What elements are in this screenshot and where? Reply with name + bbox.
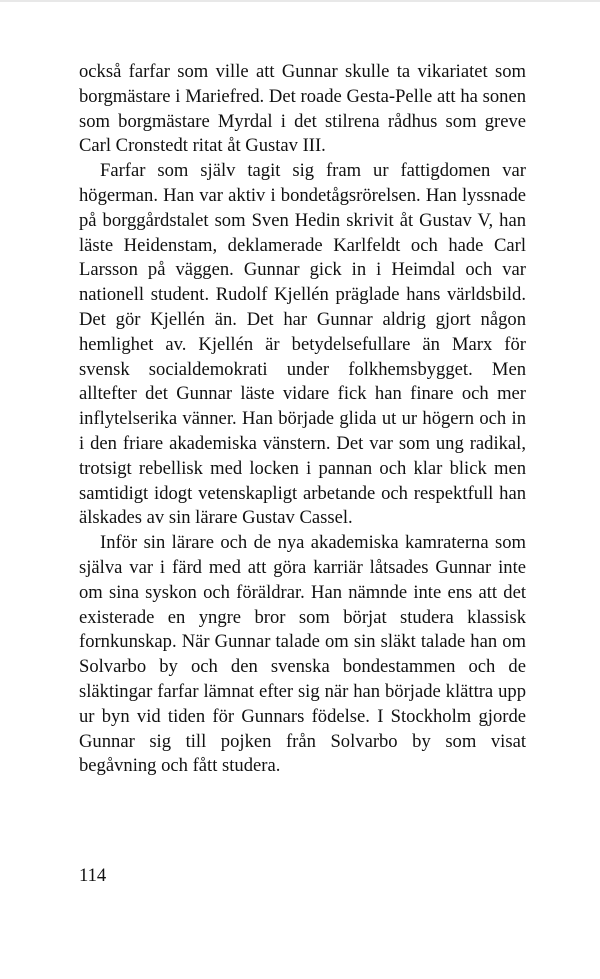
- page-number: 114: [79, 865, 107, 886]
- top-edge-rule: [0, 0, 600, 2]
- body-text: [79, 60, 526, 779]
- paragraph-2: Farfar som själv tagit sig fram ur fattigdomen var högerman. Han var aktiv i bondetågsrörelsen. Han lyssnade på borggårdstalet som Sven Hedin skrivit åt Gustav V, han läste Heidenstam, deklamerade Karlfeldt och hade Carl Larsson på väggen. Gunnar gick in i Heimdal och var nationell student. Rudolf Kjellén präglade hans världsbild. Det gör Kjellén än. Det har Gunnar aldrig gjort någon hemlighet av. Kjellén är betydelsefullare än Marx för svensk socialdemokrati under folkhemsbygget. Men alltefter det Gunnar läste vidare fick han finare och mer inflytelserika vänner. Han började glida ut ur högern och in i den friare akademiska vänstern. Det var som ung radikal, trotsigt rebellisk med locken i pannan och klar blick men samtidigt idogt vetenskapligt arbetande och respektfull han älskades av sin lärare Gustav Cassel.: [79, 160, 526, 529]
- paragraph-1: också farfar som ville att Gunnar skulle ta vikariatet som borgmästare i Mariefred. Det roade Gesta-Pelle att ha sonen som borgmästare Myrdal i det stilrena rådhus som greve Carl Cronstedt ritat åt Gustav III.: [79, 61, 526, 157]
- paragraph-3: Inför sin lärare och de nya akademiska kamraterna som själva var i färd med att göra karriär låtsades Gunnar inte om sina syskon och föräldrar. Han nämnde inte ens att det existerade en yngre bror som börjat studera klassisk fornkunskap. När Gunnar talade om sin släkt talade han om Solvarbo by och den svenska bondestammen och de släktingar farfar lämnat efter sig när han började klättra upp ur byn vid tiden för Gunnars födelse. I Stockholm gjorde Gunnar sig till pojken från Solvarbo by som visat begåvning och fått studera.: [79, 532, 526, 777]
